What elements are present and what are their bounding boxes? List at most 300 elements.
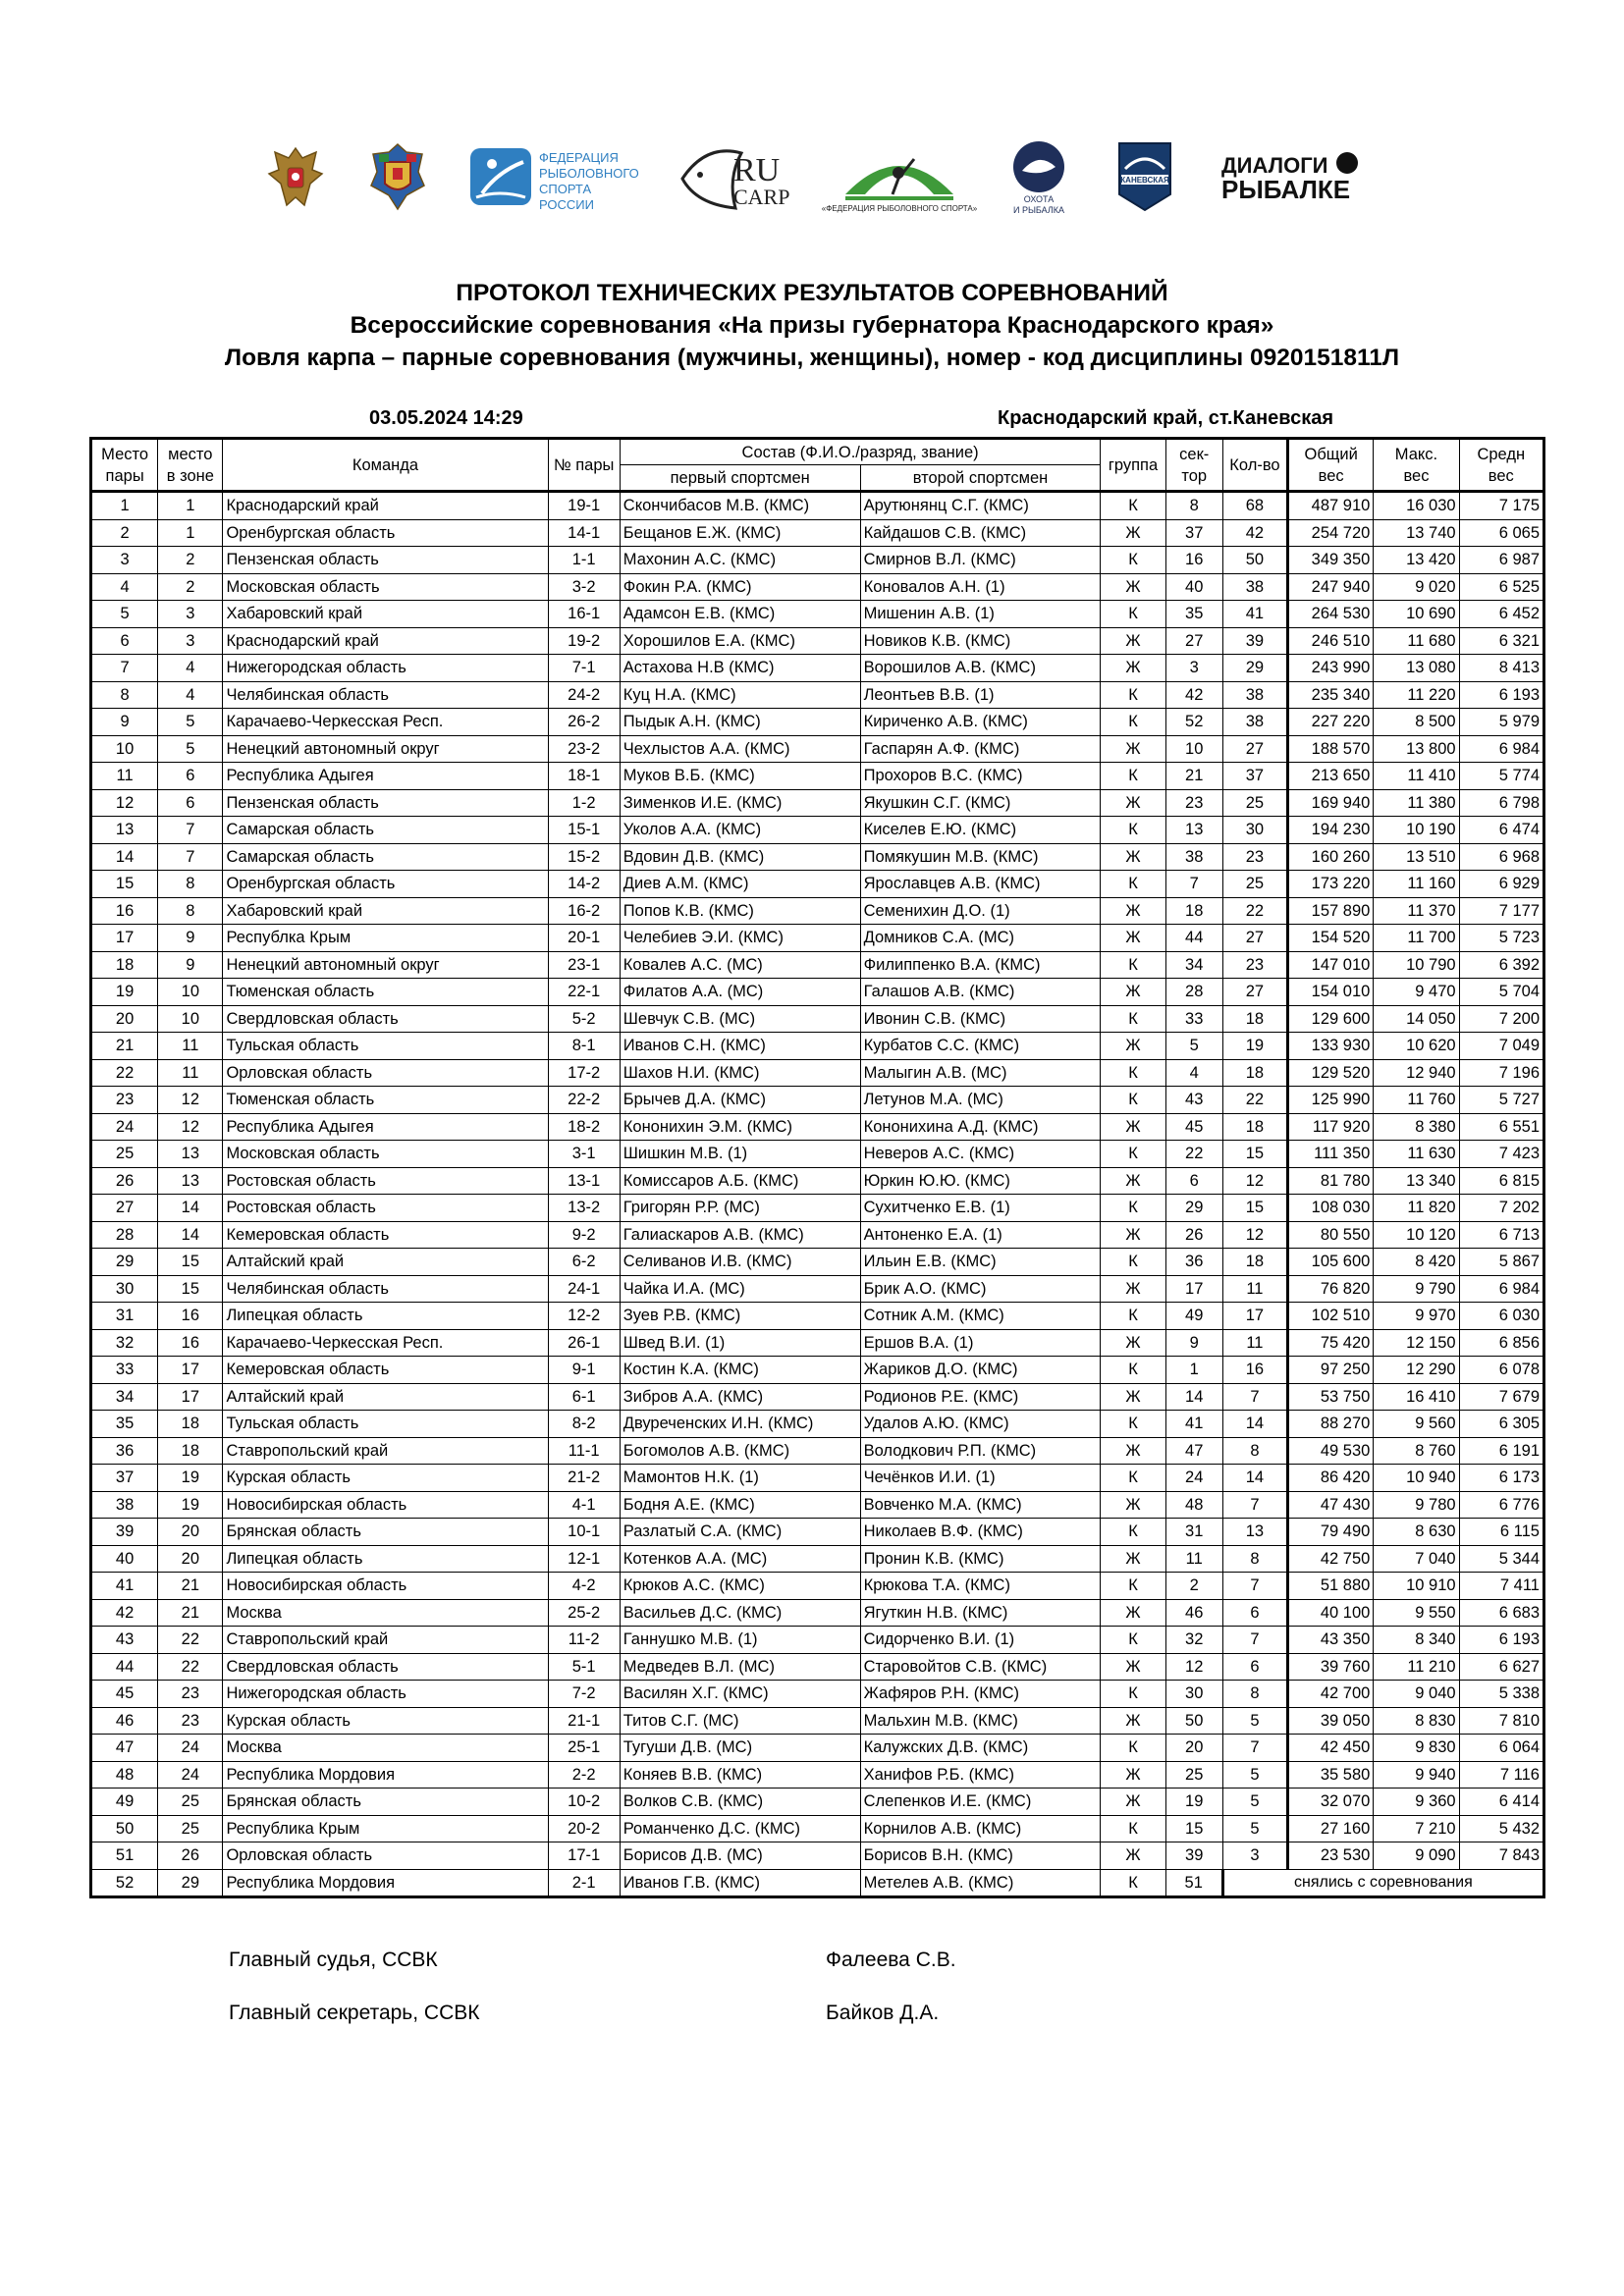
cell-avg-weight: 7 679 (1459, 1383, 1543, 1411)
cell-avg-weight: 6 968 (1459, 843, 1543, 871)
cell-first-athlete: Зибров А.А. (КМС) (620, 1383, 860, 1411)
cell-zone-place: 10 (158, 1005, 223, 1033)
svg-text:СПОРТА: СПОРТА (539, 182, 592, 196)
cell-max-weight: 10 940 (1374, 1465, 1459, 1492)
cell-sector: 43 (1165, 1087, 1222, 1114)
cell-total-weight: 157 890 (1288, 897, 1374, 925)
cell-place: 31 (91, 1303, 158, 1330)
cell-sector: 10 (1165, 735, 1222, 763)
cell-max-weight: 9 790 (1374, 1275, 1459, 1303)
cell-place: 16 (91, 897, 158, 925)
cell-sector: 45 (1165, 1113, 1222, 1141)
cell-first-athlete: Котенков А.А. (МС) (620, 1545, 860, 1573)
cell-group: Ж (1101, 1437, 1165, 1465)
cell-team: Тульская область (223, 1411, 548, 1438)
cell-sector: 52 (1165, 709, 1222, 736)
cell-total-weight: 97 250 (1288, 1357, 1374, 1384)
cell-avg-weight: 5 979 (1459, 709, 1543, 736)
cell-avg-weight: 6 815 (1459, 1167, 1543, 1195)
cell-avg-weight: 5 432 (1459, 1815, 1543, 1842)
cell-count: 5 (1222, 1789, 1287, 1816)
cell-count: 6 (1222, 1653, 1287, 1681)
cell-avg-weight: 6 305 (1459, 1411, 1543, 1438)
svg-text:«ФЕДЕРАЦИЯ РЫБОЛОВНОГО СПОРТА»: «ФЕДЕРАЦИЯ РЫБОЛОВНОГО СПОРТА» (821, 204, 978, 213)
cell-sector: 51 (1165, 1869, 1222, 1897)
cell-first-athlete: Махонин А.С. (КМС) (620, 547, 860, 574)
cell-total-weight: 43 350 (1288, 1627, 1374, 1654)
cell-avg-weight: 6 525 (1459, 573, 1543, 601)
cell-second-athlete: Кайдашов С.В. (КМС) (860, 519, 1101, 547)
cell-group: К (1101, 951, 1165, 979)
cell-avg-weight: 7 177 (1459, 897, 1543, 925)
cell-zone-place: 13 (158, 1167, 223, 1195)
cell-sector: 16 (1165, 547, 1222, 574)
cell-pair-no: 2-2 (548, 1761, 620, 1789)
cell-group: К (1101, 1249, 1165, 1276)
cell-second-athlete: Арутюнянц С.Г. (КМС) (860, 492, 1101, 520)
cell-max-weight: 13 510 (1374, 843, 1459, 871)
cell-max-weight: 8 830 (1374, 1707, 1459, 1735)
cell-max-weight: 9 020 (1374, 573, 1459, 601)
protocol-title: ПРОТОКОЛ ТЕХНИЧЕСКИХ РЕЗУЛЬТАТОВ СОРЕВНОВАНИЙ (456, 280, 1168, 306)
table-row (91, 1303, 1544, 1330)
table-row (91, 1681, 1544, 1708)
cell-second-athlete: Новиков К.В. (КМС) (860, 627, 1101, 655)
cell-group: К (1101, 492, 1165, 520)
cell-total-weight: 235 340 (1288, 681, 1374, 709)
cell-first-athlete: Комиссаров А.Б. (КМС) (620, 1167, 860, 1195)
cell-sector: 28 (1165, 979, 1222, 1006)
cell-second-athlete: Ягуткин Н.В. (КМС) (860, 1599, 1101, 1627)
cell-max-weight: 13 420 (1374, 547, 1459, 574)
cell-total-weight: 129 600 (1288, 1005, 1374, 1033)
cell-place: 52 (91, 1869, 158, 1897)
cell-max-weight: 10 190 (1374, 817, 1459, 844)
cell-total-weight: 243 990 (1288, 655, 1374, 682)
cell-pair-no: 10-2 (548, 1789, 620, 1816)
col-pair-no: № пары (548, 439, 620, 492)
cell-group: К (1101, 1303, 1165, 1330)
cell-sector: 24 (1165, 1465, 1222, 1492)
cell-count: 18 (1222, 1249, 1287, 1276)
cell-place: 13 (91, 817, 158, 844)
table-row (91, 655, 1544, 682)
cell-second-athlete: Пронин К.В. (КМС) (860, 1545, 1101, 1573)
cell-avg-weight: 7 196 (1459, 1059, 1543, 1087)
cell-first-athlete: Коняев В.В. (КМС) (620, 1761, 860, 1789)
cell-place: 45 (91, 1681, 158, 1708)
cell-pair-no: 23-2 (548, 735, 620, 763)
svg-text:РЫБАЛКЕ: РЫБАЛКЕ (1220, 175, 1350, 204)
hunting-fishing-logo (1004, 137, 1073, 216)
cell-max-weight: 11 160 (1374, 871, 1459, 898)
cell-team: Республика Крым (223, 1815, 548, 1842)
cell-zone-place: 22 (158, 1627, 223, 1654)
cell-first-athlete: Зуев Р.В. (КМС) (620, 1303, 860, 1330)
cell-sector: 13 (1165, 817, 1222, 844)
cell-group: К (1101, 1735, 1165, 1762)
cell-group: Ж (1101, 1761, 1165, 1789)
cell-zone-place: 9 (158, 925, 223, 952)
cell-pair-no: 19-1 (548, 492, 620, 520)
cell-first-athlete: Двуреченских И.Н. (КМС) (620, 1411, 860, 1438)
cell-second-athlete: Калужских Д.В. (КМС) (860, 1735, 1101, 1762)
cell-avg-weight: 6 065 (1459, 519, 1543, 547)
cell-avg-weight: 5 704 (1459, 979, 1543, 1006)
cell-pair-no: 7-2 (548, 1681, 620, 1708)
cell-group: Ж (1101, 925, 1165, 952)
cell-team: Пензенская область (223, 547, 548, 574)
table-row (91, 897, 1544, 925)
table-row (91, 1357, 1544, 1384)
cell-zone-place: 23 (158, 1681, 223, 1708)
table-row (91, 789, 1544, 817)
cell-place: 19 (91, 979, 158, 1006)
cell-total-weight: 125 990 (1288, 1087, 1374, 1114)
cell-pair-no: 2-1 (548, 1869, 620, 1897)
table-row (91, 1761, 1544, 1789)
cell-first-athlete: Швед В.И. (1) (620, 1329, 860, 1357)
cell-avg-weight: 6 551 (1459, 1113, 1543, 1141)
cell-group: К (1101, 1411, 1165, 1438)
table-row (91, 1465, 1544, 1492)
cell-place: 51 (91, 1842, 158, 1870)
table-row (91, 547, 1544, 574)
cell-count: 37 (1222, 763, 1287, 790)
cell-place: 48 (91, 1761, 158, 1789)
cell-zone-place: 17 (158, 1357, 223, 1384)
cell-count: 42 (1222, 519, 1287, 547)
cell-team: Краснодарский край (223, 492, 548, 520)
cell-pair-no: 20-1 (548, 925, 620, 952)
cell-total-weight: 147 010 (1288, 951, 1374, 979)
cell-first-athlete: Хорошилов Е.А. (КМС) (620, 627, 860, 655)
cell-max-weight: 12 940 (1374, 1059, 1459, 1087)
cell-max-weight: 10 790 (1374, 951, 1459, 979)
cell-second-athlete: Якушкин С.Г. (КМС) (860, 789, 1101, 817)
cell-second-athlete: Сотник А.М. (КМС) (860, 1303, 1101, 1330)
cell-first-athlete: Кононихин Э.М. (КМС) (620, 1113, 860, 1141)
cell-second-athlete: Киселев Е.Ю. (КМС) (860, 817, 1101, 844)
table-row (91, 681, 1544, 709)
cell-place: 17 (91, 925, 158, 952)
cell-sector: 30 (1165, 1681, 1222, 1708)
cell-place: 5 (91, 601, 158, 628)
cell-sector: 40 (1165, 573, 1222, 601)
cell-avg-weight: 5 867 (1459, 1249, 1543, 1276)
cell-first-athlete: Шишкин М.В. (1) (620, 1141, 860, 1168)
cell-second-athlete: Сухитченко Е.В. (1) (860, 1195, 1101, 1222)
cell-max-weight: 8 380 (1374, 1113, 1459, 1141)
cell-count: 30 (1222, 817, 1287, 844)
cell-avg-weight: 6 929 (1459, 871, 1543, 898)
cell-zone-place: 18 (158, 1437, 223, 1465)
cell-sector: 35 (1165, 601, 1222, 628)
cell-max-weight: 8 630 (1374, 1519, 1459, 1546)
cell-count: 68 (1222, 492, 1287, 520)
cell-total-weight: 35 580 (1288, 1761, 1374, 1789)
table-row (91, 1653, 1544, 1681)
cell-zone-place: 26 (158, 1842, 223, 1870)
cell-second-athlete: Родионов Р.Е. (КМС) (860, 1383, 1101, 1411)
cell-count: 14 (1222, 1411, 1287, 1438)
cell-max-weight: 13 340 (1374, 1167, 1459, 1195)
cell-place: 44 (91, 1653, 158, 1681)
chief-secretary-name: Байков Д.А. (826, 2002, 940, 2024)
cell-zone-place: 6 (158, 789, 223, 817)
cell-total-weight: 264 530 (1288, 601, 1374, 628)
cell-group: Ж (1101, 627, 1165, 655)
table-row (91, 1383, 1544, 1411)
cell-max-weight: 9 970 (1374, 1303, 1459, 1330)
cell-pair-no: 9-1 (548, 1357, 620, 1384)
cell-avg-weight: 6 193 (1459, 1627, 1543, 1654)
cell-sector: 42 (1165, 681, 1222, 709)
cell-sector: 37 (1165, 519, 1222, 547)
cell-avg-weight: 6 627 (1459, 1653, 1543, 1681)
cell-team: Республика Адыгея (223, 763, 548, 790)
cell-count: 38 (1222, 573, 1287, 601)
cell-group: Ж (1101, 1599, 1165, 1627)
cell-sector: 20 (1165, 1735, 1222, 1762)
cell-team: Кемеровская область (223, 1221, 548, 1249)
cell-max-weight: 10 120 (1374, 1221, 1459, 1249)
cell-place: 50 (91, 1815, 158, 1842)
cell-sector: 36 (1165, 1249, 1222, 1276)
cell-sector: 12 (1165, 1653, 1222, 1681)
cell-second-athlete: Мальхин М.В. (КМС) (860, 1707, 1101, 1735)
cell-place: 30 (91, 1275, 158, 1303)
cell-count: 50 (1222, 547, 1287, 574)
cell-first-athlete: Уколов А.А. (КМС) (620, 817, 860, 844)
table-row (91, 951, 1544, 979)
cell-second-athlete: Леонтьев В.В. (1) (860, 681, 1101, 709)
cell-group: К (1101, 1465, 1165, 1492)
cell-total-weight: 88 270 (1288, 1411, 1374, 1438)
cell-total-weight: 246 510 (1288, 627, 1374, 655)
table-body (91, 492, 1544, 1897)
cell-total-weight: 169 940 (1288, 789, 1374, 817)
cell-pair-no: 22-1 (548, 979, 620, 1006)
table-row (91, 843, 1544, 871)
cell-first-athlete: Вдовин Д.В. (КМС) (620, 843, 860, 871)
cell-second-athlete: Гаспарян А.Ф. (КМС) (860, 735, 1101, 763)
cell-first-athlete: Шевчук С.В. (МС) (620, 1005, 860, 1033)
cell-pair-no: 22-2 (548, 1087, 620, 1114)
cell-second-athlete: Крюкова Т.А. (КМС) (860, 1573, 1101, 1600)
cell-max-weight: 9 550 (1374, 1599, 1459, 1627)
col-composition: Состав (Ф.И.О./разряд, звание) (620, 439, 1101, 465)
cell-avg-weight: 7 175 (1459, 492, 1543, 520)
cell-avg-weight: 6 776 (1459, 1491, 1543, 1519)
cell-group: К (1101, 763, 1165, 790)
cell-team: Свердловская область (223, 1653, 548, 1681)
cell-first-athlete: Ковалев А.С. (МС) (620, 951, 860, 979)
cell-pair-no: 1-1 (548, 547, 620, 574)
cell-second-athlete: Домников С.А. (МС) (860, 925, 1101, 952)
cell-group: Ж (1101, 735, 1165, 763)
cell-group: Ж (1101, 1707, 1165, 1735)
cell-sector: 47 (1165, 1437, 1222, 1465)
cell-first-athlete: Пыдык А.Н. (КМС) (620, 709, 860, 736)
cell-group: Ж (1101, 1789, 1165, 1816)
cell-total-weight: 111 350 (1288, 1141, 1374, 1168)
col-avg-weight: Средн вес (1459, 439, 1543, 492)
cell-zone-place: 21 (158, 1573, 223, 1600)
cell-count: 27 (1222, 735, 1287, 763)
cell-zone-place: 4 (158, 655, 223, 682)
cell-avg-weight: 6 321 (1459, 627, 1543, 655)
cell-place: 24 (91, 1113, 158, 1141)
cell-pair-no: 16-1 (548, 601, 620, 628)
cell-zone-place: 1 (158, 492, 223, 520)
cell-count: 27 (1222, 979, 1287, 1006)
cell-first-athlete: Зименков И.Е. (КМС) (620, 789, 860, 817)
cell-first-athlete: Иванов Г.В. (КМС) (620, 1869, 860, 1897)
cell-sector: 49 (1165, 1303, 1222, 1330)
cell-total-weight: 129 520 (1288, 1059, 1374, 1087)
col-place: Место пары (91, 439, 158, 492)
table-row (91, 1545, 1544, 1573)
cell-team: Челябинская область (223, 1275, 548, 1303)
cell-zone-place: 1 (158, 519, 223, 547)
cell-count: 8 (1222, 1681, 1287, 1708)
cell-team: Оренбургская область (223, 519, 548, 547)
cell-sector: 19 (1165, 1789, 1222, 1816)
cell-group: К (1101, 1681, 1165, 1708)
cell-zone-place: 8 (158, 871, 223, 898)
cell-team: Ростовская область (223, 1167, 548, 1195)
cell-count: 5 (1222, 1761, 1287, 1789)
cell-pair-no: 3-2 (548, 573, 620, 601)
cell-second-athlete: Коновалов А.Н. (1) (860, 573, 1101, 601)
cell-total-weight: 23 530 (1288, 1842, 1374, 1870)
cell-max-weight: 7 040 (1374, 1545, 1459, 1573)
cell-group: К (1101, 817, 1165, 844)
col-total-weight: Общий вес (1288, 439, 1374, 492)
cell-pair-no: 16-2 (548, 897, 620, 925)
cell-first-athlete: Мамонтов Н.К. (1) (620, 1465, 860, 1492)
cell-place: 11 (91, 763, 158, 790)
cell-count: 15 (1222, 1141, 1287, 1168)
cell-first-athlete: Василян Х.Г. (КМС) (620, 1681, 860, 1708)
cell-total-weight: 247 940 (1288, 573, 1374, 601)
svg-text:РЫБОЛОВНОГО: РЫБОЛОВНОГО (539, 166, 640, 181)
cell-sector: 3 (1165, 655, 1222, 682)
table-row (91, 1735, 1544, 1762)
cell-pair-no: 19-2 (548, 627, 620, 655)
cell-group: К (1101, 1519, 1165, 1546)
cell-team: Новосибирская область (223, 1491, 548, 1519)
cell-total-weight: 39 760 (1288, 1653, 1374, 1681)
cell-first-athlete: Крюков А.С. (КМС) (620, 1573, 860, 1600)
cell-zone-place: 3 (158, 601, 223, 628)
table-row (91, 1519, 1544, 1546)
cell-zone-place: 22 (158, 1653, 223, 1681)
table-row (91, 573, 1544, 601)
col-count: Кол-во (1222, 439, 1287, 492)
cell-place: 47 (91, 1735, 158, 1762)
cell-second-athlete: Чечёнков И.И. (1) (860, 1465, 1101, 1492)
cell-place: 36 (91, 1437, 158, 1465)
cell-team: Москва (223, 1735, 548, 1762)
cell-team: Самарская область (223, 843, 548, 871)
cell-avg-weight: 7 411 (1459, 1573, 1543, 1600)
cell-max-weight: 11 680 (1374, 627, 1459, 655)
cell-count: 41 (1222, 601, 1287, 628)
cell-max-weight: 8 420 (1374, 1249, 1459, 1276)
cell-zone-place: 12 (158, 1113, 223, 1141)
cell-avg-weight: 8 413 (1459, 655, 1543, 682)
table-row (91, 1167, 1544, 1195)
cell-zone-place: 16 (158, 1329, 223, 1357)
cell-place: 3 (91, 547, 158, 574)
cell-avg-weight: 5 344 (1459, 1545, 1543, 1573)
cell-second-athlete: Ярославцев А.В. (КМС) (860, 871, 1101, 898)
cell-team: Алтайский край (223, 1249, 548, 1276)
cell-max-weight: 14 050 (1374, 1005, 1459, 1033)
cell-team: Краснодарский край (223, 627, 548, 655)
cell-sector: 44 (1165, 925, 1222, 952)
cell-sector: 27 (1165, 627, 1222, 655)
cell-max-weight: 10 620 (1374, 1033, 1459, 1060)
cell-second-athlete: Метелев А.В. (КМС) (860, 1869, 1101, 1897)
cell-pair-no: 13-2 (548, 1195, 620, 1222)
table-row (91, 627, 1544, 655)
cell-pair-no: 5-2 (548, 1005, 620, 1033)
svg-text:ФЕДЕРАЦИЯ: ФЕДЕРАЦИЯ (539, 150, 620, 165)
col-team: Команда (223, 439, 548, 492)
cell-place: 40 (91, 1545, 158, 1573)
cell-count: 16 (1222, 1357, 1287, 1384)
cell-sector: 2 (1165, 1573, 1222, 1600)
cell-count: 8 (1222, 1437, 1287, 1465)
cell-first-athlete: Титов С.Г. (МС) (620, 1707, 860, 1735)
table-row (91, 1033, 1544, 1060)
cell-total-weight: 86 420 (1288, 1465, 1374, 1492)
cell-total-weight: 105 600 (1288, 1249, 1374, 1276)
cell-team: Нижегородская область (223, 1681, 548, 1708)
cell-sector: 14 (1165, 1383, 1222, 1411)
cell-team: Алтайский край (223, 1383, 548, 1411)
table-row (91, 1573, 1544, 1600)
table-row (91, 1599, 1544, 1627)
cell-first-athlete: Чехлыстов А.А. (КМС) (620, 735, 860, 763)
cell-place: 35 (91, 1411, 158, 1438)
cell-total-weight: 254 720 (1288, 519, 1374, 547)
cell-place: 4 (91, 573, 158, 601)
cell-zone-place: 19 (158, 1491, 223, 1519)
cell-total-weight: 47 430 (1288, 1491, 1374, 1519)
cell-sector: 11 (1165, 1545, 1222, 1573)
cell-total-weight: 27 160 (1288, 1815, 1374, 1842)
cell-place: 42 (91, 1599, 158, 1627)
cell-second-athlete: Володкович Р.П. (КМС) (860, 1437, 1101, 1465)
cell-group: Ж (1101, 1329, 1165, 1357)
cell-count: 12 (1222, 1221, 1287, 1249)
cell-total-weight: 81 780 (1288, 1167, 1374, 1195)
cell-first-athlete: Борисов Д.В. (МС) (620, 1842, 860, 1870)
cell-total-weight: 108 030 (1288, 1195, 1374, 1222)
table-row (91, 1005, 1544, 1033)
cell-second-athlete: Прохоров В.С. (КМС) (860, 763, 1101, 790)
cell-team: Тюменская область (223, 979, 548, 1006)
cell-total-weight: 227 220 (1288, 709, 1374, 736)
cell-group: Ж (1101, 1275, 1165, 1303)
table-row (91, 1195, 1544, 1222)
cell-count: 38 (1222, 709, 1287, 736)
cell-team: Орловская область (223, 1842, 548, 1870)
